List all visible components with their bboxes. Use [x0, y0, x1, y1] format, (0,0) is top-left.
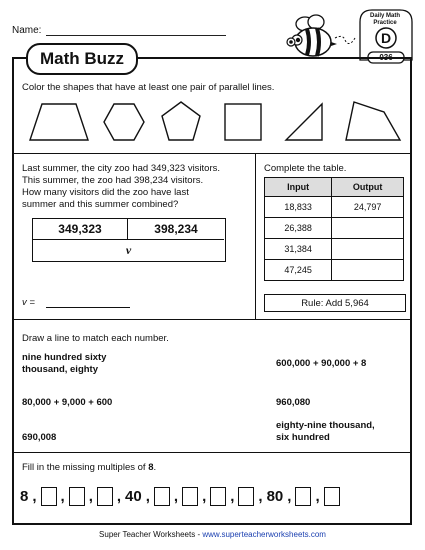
table-cell-blank[interactable] [332, 260, 404, 281]
table-cell-blank[interactable] [332, 239, 404, 260]
table-cell: 24,797 [332, 197, 404, 218]
footer [0, 530, 425, 539]
quadrilateral-icon [346, 102, 400, 140]
square-icon [225, 104, 261, 140]
pentagon-icon [162, 102, 200, 140]
answer-label: v = [22, 297, 35, 308]
rule-box: Rule: Add 5,964 [264, 294, 406, 312]
multiple-blank[interactable] [41, 487, 57, 506]
multiple-given: 40 [125, 488, 142, 505]
page-title: Math Buzz [26, 43, 138, 75]
trapezoid-icon [30, 104, 88, 140]
hexagon-icon [104, 104, 144, 140]
input-output-table [264, 177, 404, 281]
table-cell: 26,388 [265, 218, 332, 239]
multiple-blank[interactable] [69, 487, 85, 506]
multiple-blank[interactable] [324, 487, 340, 506]
zoo-problem: Last summer, the city zoo had 349,323 visitors. This summer, the zoo had 398,234 visitors. How many visitors did the zoo have last summer and this summer combined? [22, 163, 221, 210]
match-right-2[interactable]: 960,080 [276, 397, 311, 408]
badge-letter: D [380, 30, 392, 46]
multiple-blank[interactable] [295, 487, 311, 506]
match-right-1[interactable]: 600,000 + 90,000 + 8 [276, 358, 367, 369]
shapes-row [18, 100, 410, 146]
multiple-blank[interactable] [182, 487, 198, 506]
name-label: Name: [12, 25, 42, 36]
right-triangle-icon [286, 104, 322, 140]
multiple-blank[interactable] [154, 487, 170, 506]
table-cell-blank[interactable] [332, 218, 404, 239]
multiple-blank[interactable] [210, 487, 226, 506]
multiples-instruction: Fill in the missing multiples of 8. [22, 462, 157, 473]
value-last-summer: 349,323 [58, 222, 102, 236]
variable-v: v [125, 242, 132, 257]
multiple-given: 8 [20, 488, 29, 505]
divider [13, 452, 411, 453]
match-right-3[interactable]: eighty-nine thousand, six hundred [276, 420, 375, 443]
footer-text: Super Teacher Worksheets - [99, 530, 203, 539]
table-instruction: Complete the table. [264, 163, 347, 174]
input-header: Input [265, 178, 332, 197]
answer-line[interactable] [46, 307, 130, 308]
footer-link[interactable]: www.superteacherworksheets.com [202, 530, 326, 539]
match-left-1[interactable]: nine hundred sixty thousand, eighty [22, 352, 107, 375]
output-header: Output [332, 178, 404, 197]
divider [13, 153, 411, 154]
table-cell: 18,833 [265, 197, 332, 218]
value-this-summer: 398,234 [154, 222, 198, 236]
match-instruction: Draw a line to match each number. [22, 333, 169, 344]
multiple-given: 80 [266, 488, 284, 505]
multiple-blank[interactable] [238, 487, 254, 506]
badge-line-2: Practice [373, 20, 397, 26]
zoo-bar-model [32, 218, 226, 262]
multiples-sequence: 8 , , , , 40 , , , , , 80 , , [20, 487, 340, 506]
shapes-instruction: Color the shapes that have at least one pair of parallel lines. [22, 82, 275, 93]
table-cell: 47,245 [265, 260, 332, 281]
name-field[interactable] [46, 35, 226, 36]
badge-number: 036 [379, 53, 393, 62]
match-left-3[interactable]: 690,008 [22, 432, 57, 443]
match-left-2[interactable]: 80,000 + 9,000 + 600 [22, 397, 113, 408]
multiple-blank[interactable] [97, 487, 113, 506]
divider [255, 153, 256, 319]
badge-line-1: Daily Math [369, 13, 400, 19]
divider [13, 319, 411, 320]
table-cell: 31,384 [265, 239, 332, 260]
